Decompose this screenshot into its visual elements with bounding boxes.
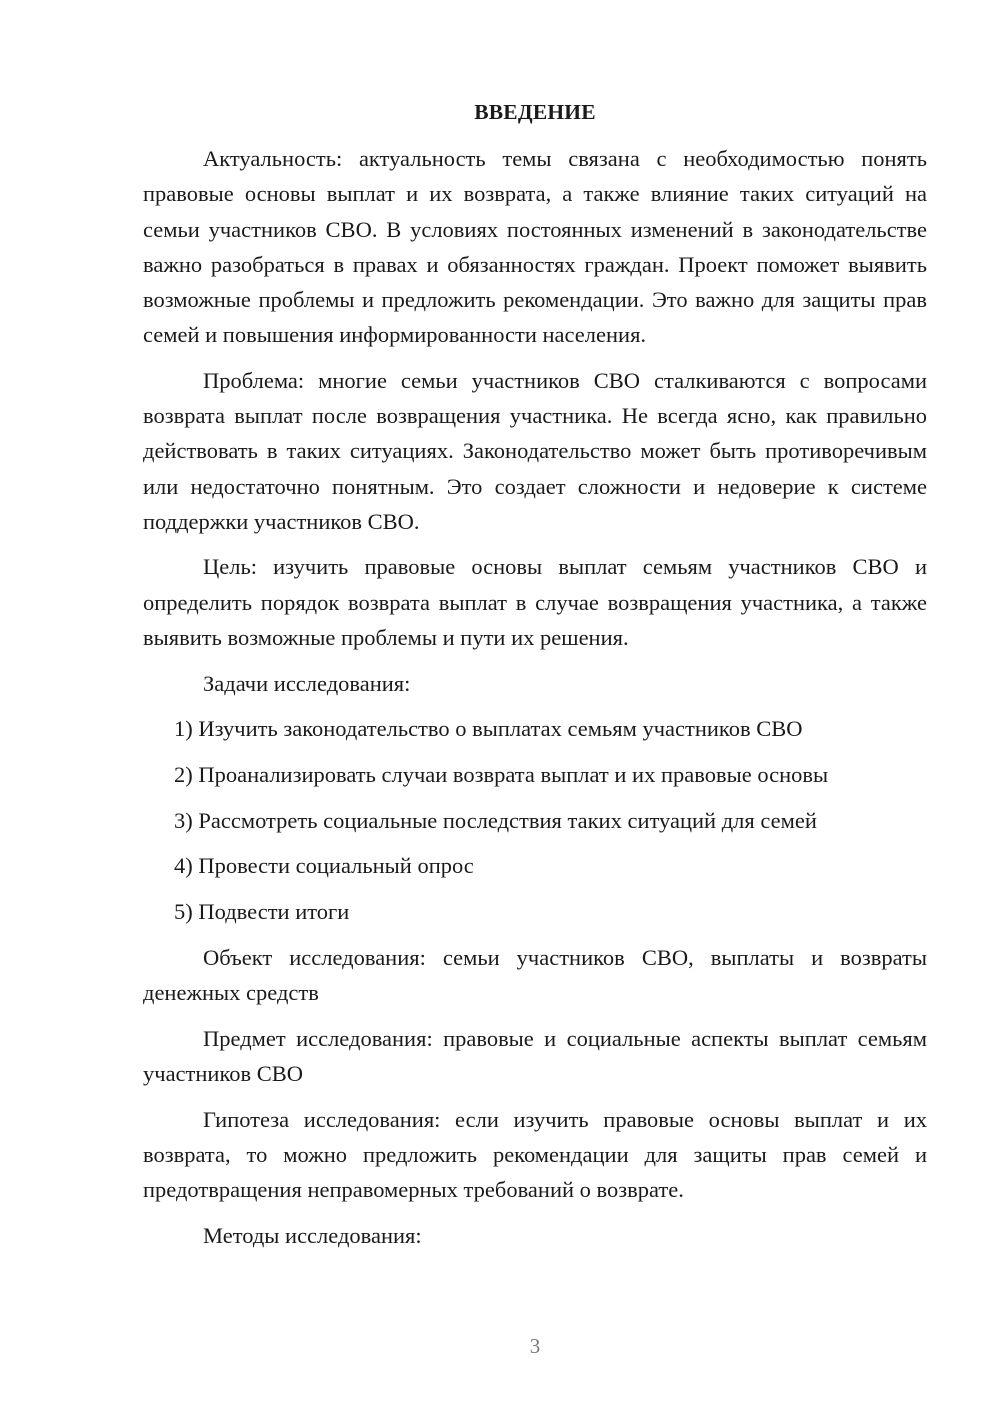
list-item: 1) Изучить законодательство о выплатах семьям участников СВО (174, 716, 803, 742)
list-item: 4) Провести социальный опрос (174, 853, 474, 879)
paragraph-object: Объект исследования: семьи участников СВО, выплаты и возвраты денежных средств (143, 944, 927, 1005)
section-title: ВВЕДЕНИЕ (474, 100, 596, 124)
paragraph-hypothesis: Гипотеза исследования: если изучить правовые основы выплат и их возврата, то можно предложить рекомендации для защиты прав семей и предотвращения неправомерных требований о возврате. (143, 1106, 927, 1202)
list-item: 5) Подвести итоги (174, 899, 350, 925)
paragraph-methods-heading: Методы исследования: (203, 1222, 422, 1248)
page-number: 3 (529, 1334, 541, 1358)
paragraph-problem: Проблема: многие семьи участников СВО сталкиваются с вопросами возврата выплат после возвращения участника. Не всегда ясно, как правильно действовать в таких ситуациях. Законодательство может быть противоречивым или недостаточно понятным. Это создает сложности и недоверие к системе поддержки участников СВО. (143, 367, 927, 534)
list-item: 2) Проанализировать случаи возврата выплат и их правовые основы (174, 761, 829, 787)
paragraph-subject: Предмет исследования: правовые и социальные аспекты выплат семьям участников СВО (143, 1025, 927, 1086)
tasks-list (143, 711, 927, 929)
paragraph-goal: Цель: изучить правовые основы выплат семьям участников СВО и определить порядок возврата выплат в случае возвращения участника, а также выявить возможные проблемы и пути их решения. (143, 554, 927, 650)
list-item: 3) Рассмотреть социальные последствия таких ситуаций для семей (174, 807, 817, 833)
paragraph-tasks-heading: Задачи исследования: (203, 670, 411, 696)
paragraph-relevance: Актуальность: актуальность темы связана с необходимостью понять правовые основы выплат и их возврата, а также влияние таких ситуаций на семьи участников СВО. В условиях постоянных изменений в законодательстве важно разобраться в правах и обязанностях граждан. Проект поможет выявить возможные проблемы и предложить рекомендации. Это важно для защиты прав семей и повышения информированности населения. (143, 146, 927, 348)
page-content (143, 95, 927, 1263)
